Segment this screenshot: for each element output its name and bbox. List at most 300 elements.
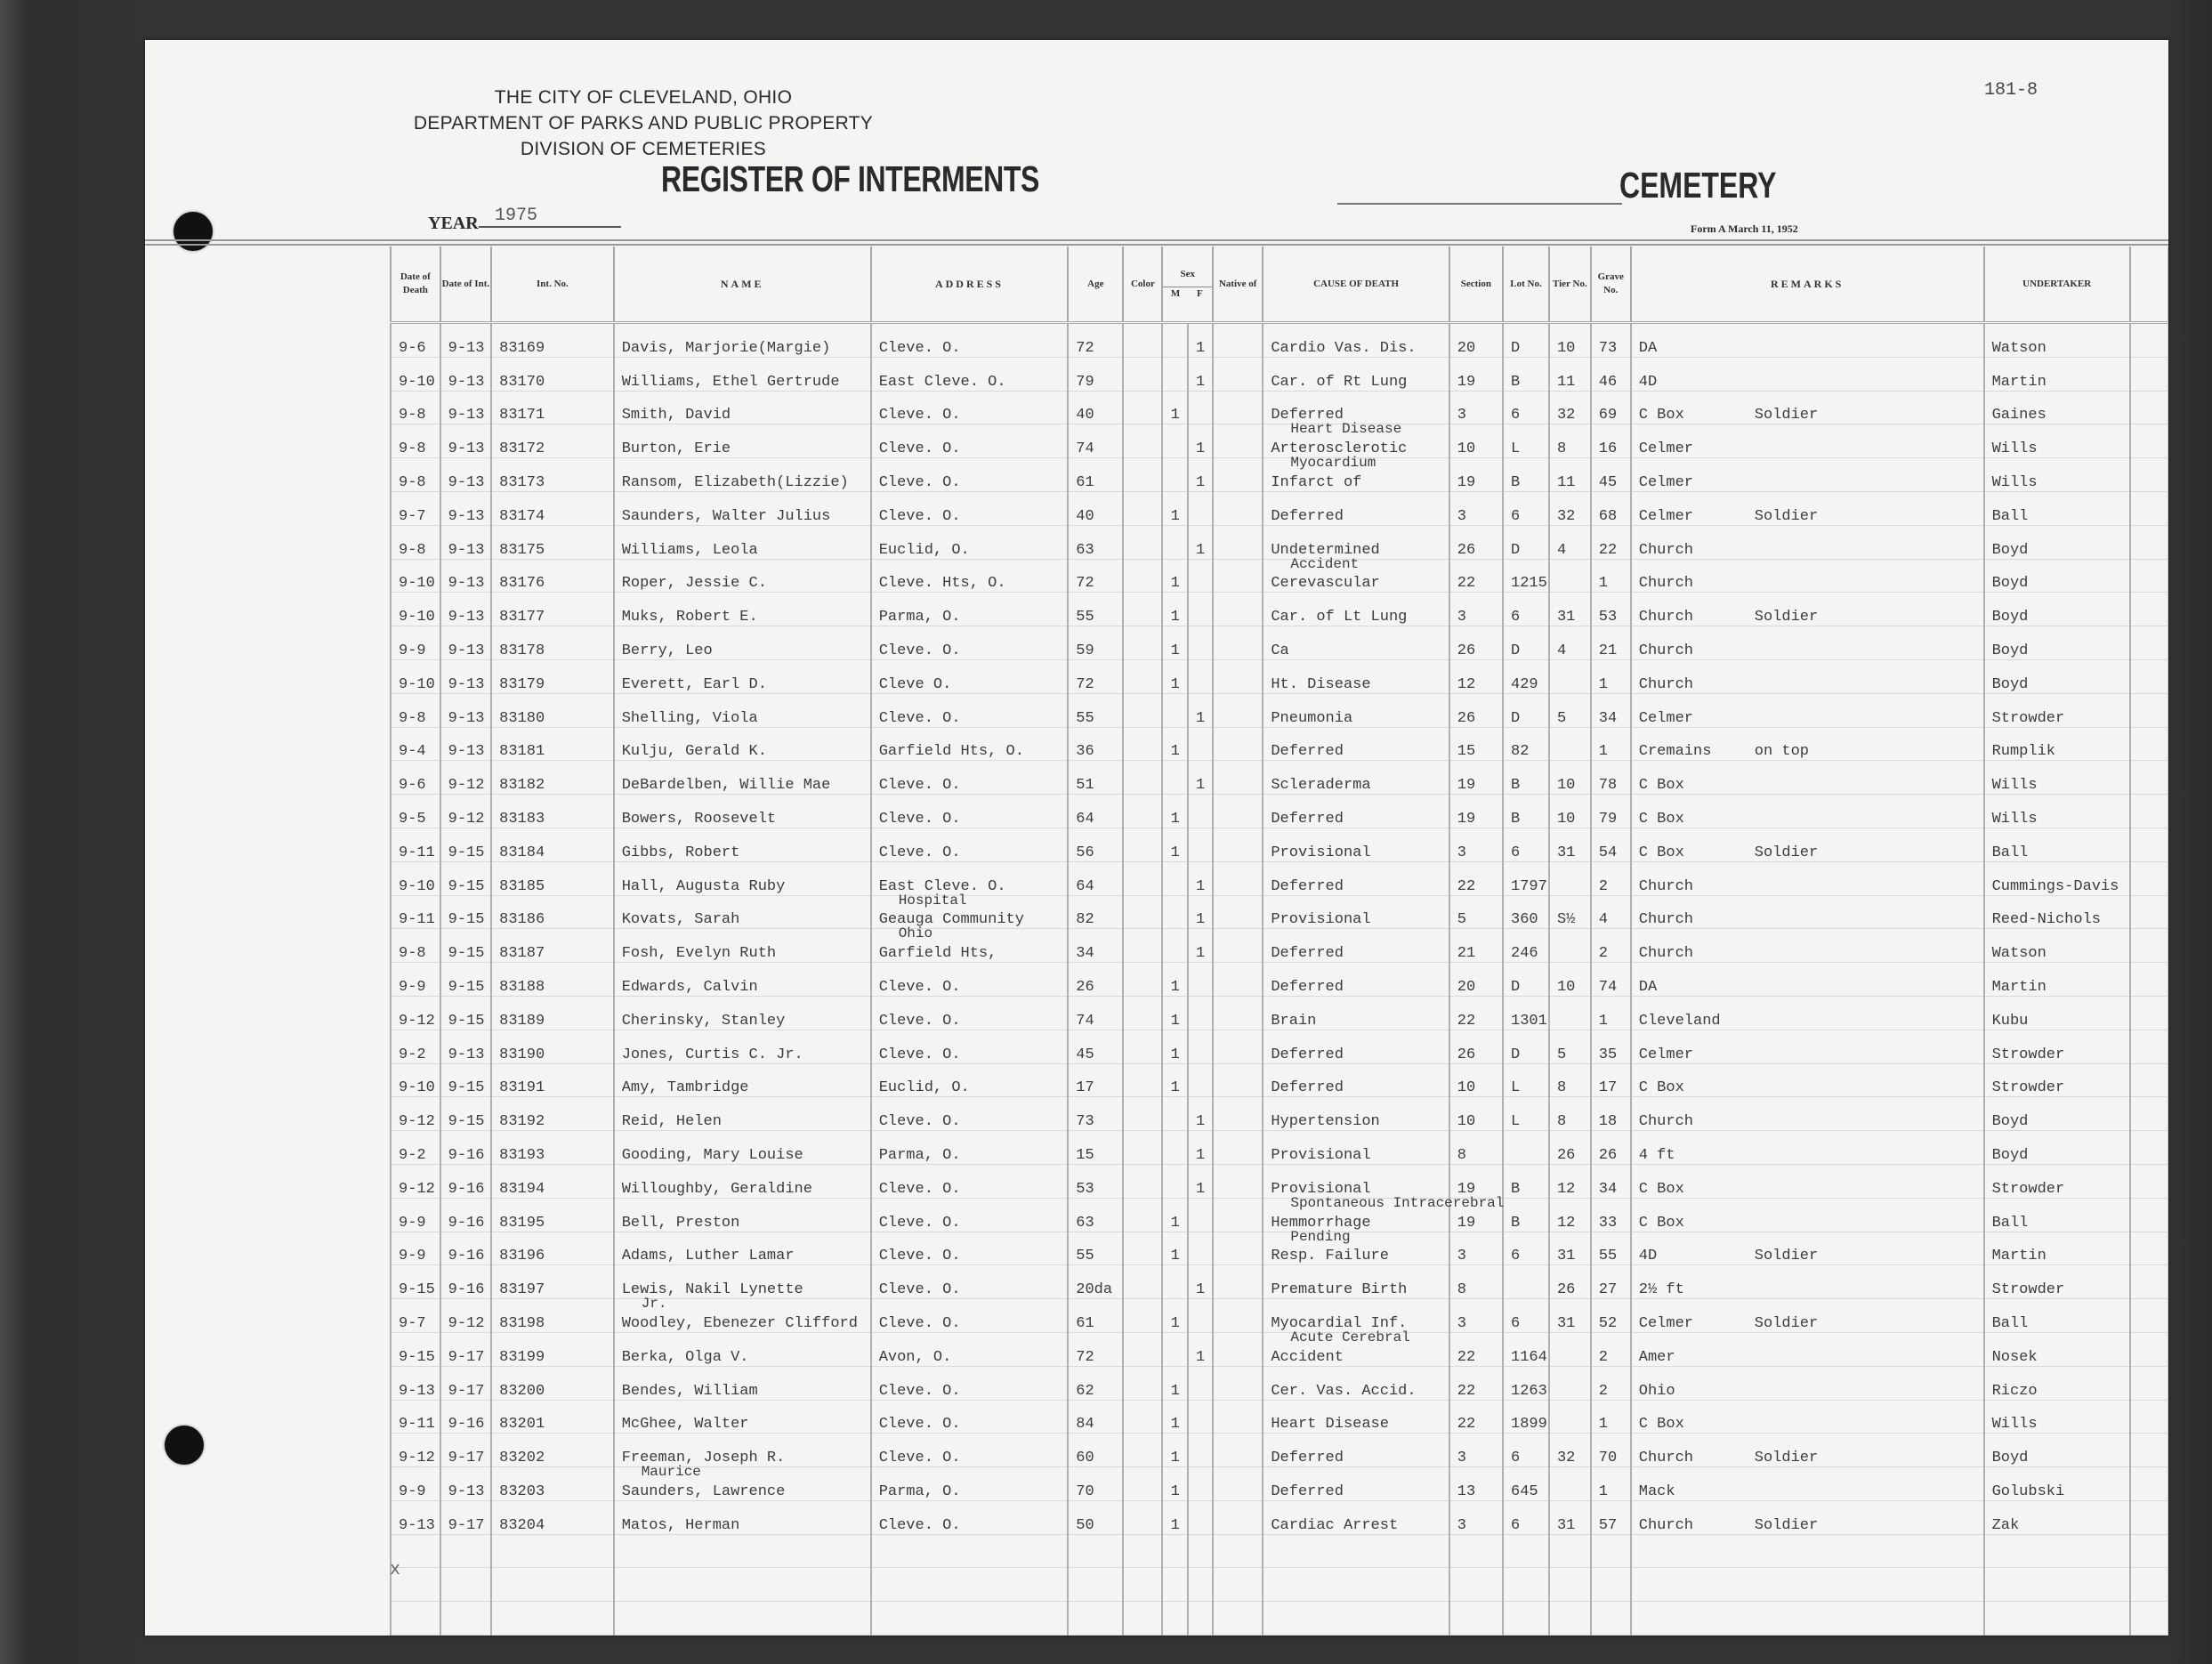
cell-tier-no bbox=[1549, 1500, 1591, 1534]
cell-date-of-int bbox=[440, 357, 492, 391]
address-value: Euclid, O. bbox=[878, 1079, 970, 1097]
cell-color bbox=[1123, 1232, 1162, 1265]
cell-undertaker bbox=[1984, 895, 2130, 929]
cell-tier-no bbox=[1549, 626, 1591, 660]
cell-grave-no bbox=[1591, 1568, 1631, 1602]
int-no-value: 83199 bbox=[499, 1348, 545, 1366]
remark-primary: 2½ ft bbox=[1638, 1281, 1684, 1299]
cell-int-no bbox=[491, 1164, 614, 1198]
section-value: 15 bbox=[1457, 743, 1476, 761]
cell-color bbox=[1123, 1366, 1162, 1400]
date-of-death-value: 9-10 bbox=[399, 877, 435, 895]
tier-no-value: 26 bbox=[1556, 1281, 1576, 1299]
int-no-value: 83179 bbox=[499, 675, 545, 693]
cause-of-death-value: Infarct of bbox=[1271, 473, 1362, 491]
name-value: Freeman, Joseph R. bbox=[621, 1450, 786, 1467]
cell-sex-f bbox=[1188, 1467, 1213, 1501]
cell-grave-no bbox=[1591, 323, 1631, 358]
organization-header bbox=[412, 85, 875, 162]
lot-no-value: B bbox=[1511, 373, 1521, 391]
undertaker-value: Strowder bbox=[1991, 1180, 2065, 1198]
section-value: 3 bbox=[1457, 507, 1466, 525]
cell-tier-no bbox=[1549, 1332, 1591, 1366]
col-tier-no: Tier No. bbox=[1549, 246, 1591, 323]
cell-sex-m bbox=[1162, 1602, 1188, 1636]
cell-cause-of-death bbox=[1263, 929, 1449, 963]
section-value: 19 bbox=[1457, 810, 1476, 828]
grave-no-value: 2 bbox=[1598, 1348, 1608, 1366]
int-no-value: 83186 bbox=[499, 911, 545, 929]
int-no-value: 83181 bbox=[499, 743, 545, 761]
int-no-value: 83204 bbox=[499, 1516, 545, 1534]
cell-sex-f bbox=[1188, 996, 1213, 1030]
cell-sex-m bbox=[1162, 659, 1188, 693]
remark-primary: Church bbox=[1638, 877, 1693, 895]
name-value: Gibbs, Robert bbox=[621, 844, 740, 861]
cell-name bbox=[614, 525, 871, 559]
cell-date-of-death bbox=[391, 1164, 440, 1198]
cause-of-death-value: Deferred bbox=[1271, 1482, 1344, 1500]
cell-tier-no bbox=[1549, 795, 1591, 828]
cell-lot-no bbox=[1503, 559, 1549, 593]
name-value: Everett, Earl D. bbox=[621, 675, 767, 693]
undertaker-value: Watson bbox=[1991, 339, 2047, 357]
cell-sex-f bbox=[1188, 1097, 1213, 1131]
cell-lot-no bbox=[1503, 795, 1549, 828]
cell-sex-m bbox=[1162, 895, 1188, 929]
cell-name bbox=[614, 424, 871, 458]
cell-age bbox=[1068, 1131, 1123, 1165]
cell-section bbox=[1449, 693, 1503, 727]
cell-tier-no bbox=[1549, 963, 1591, 997]
org-city: THE CITY OF CLEVELAND, OHIO bbox=[494, 87, 793, 108]
age-value: 72 bbox=[1076, 675, 1094, 693]
cell-age bbox=[1068, 963, 1123, 997]
cell-native-of bbox=[1213, 491, 1263, 525]
cell-color bbox=[1123, 1164, 1162, 1198]
cell-grave-no bbox=[1591, 593, 1631, 626]
age-value: 61 bbox=[1076, 473, 1094, 491]
cell-blank bbox=[2130, 761, 2168, 795]
cell-sex-f bbox=[1188, 1400, 1213, 1434]
cell-date-of-death bbox=[391, 491, 440, 525]
int-no-value: 83198 bbox=[499, 1314, 545, 1332]
address-value: Parma, O. bbox=[878, 609, 961, 626]
cell-remarks bbox=[1631, 1602, 1984, 1636]
cell-grave-no bbox=[1591, 424, 1631, 458]
cell-native-of bbox=[1213, 1063, 1263, 1097]
cell-color bbox=[1123, 727, 1162, 761]
date-of-death-value: 9-9 bbox=[399, 1214, 426, 1232]
cell-age bbox=[1068, 861, 1123, 895]
cell-blank bbox=[2130, 1400, 2168, 1434]
date-of-death-value: 9-12 bbox=[399, 1012, 435, 1030]
remark-secondary: Soldier bbox=[1754, 1516, 1819, 1534]
cell-date-of-death bbox=[391, 1299, 440, 1333]
table-row bbox=[391, 996, 2168, 1030]
cell-tier-no bbox=[1549, 1299, 1591, 1333]
cell-address bbox=[871, 659, 1069, 693]
cell-lot-no bbox=[1503, 996, 1549, 1030]
date-of-death-value: 9-12 bbox=[399, 1450, 435, 1467]
cell-remarks bbox=[1631, 828, 1984, 861]
table-row bbox=[391, 1400, 2168, 1434]
table-row bbox=[391, 424, 2168, 458]
cell-native-of bbox=[1213, 626, 1263, 660]
sex-m-value: 1 bbox=[1170, 1516, 1180, 1534]
cell-lot-no bbox=[1503, 1097, 1549, 1131]
grave-no-value: 2 bbox=[1598, 945, 1608, 963]
cell-sex-m bbox=[1162, 626, 1188, 660]
cell-date-of-int bbox=[440, 828, 492, 861]
cell-name bbox=[614, 963, 871, 997]
cell-color bbox=[1123, 929, 1162, 963]
cell-grave-no bbox=[1591, 727, 1631, 761]
table-row bbox=[391, 391, 2168, 424]
grave-no-value: 53 bbox=[1598, 609, 1618, 626]
date-of-death-value: 9-8 bbox=[399, 473, 426, 491]
cell-date-of-death bbox=[391, 1030, 440, 1063]
remark-secondary: Soldier bbox=[1754, 407, 1819, 424]
cell-grave-no bbox=[1591, 1299, 1631, 1333]
age-value: 73 bbox=[1076, 1113, 1094, 1131]
tier-no-value: 10 bbox=[1556, 339, 1576, 357]
int-no-value: 83184 bbox=[499, 844, 545, 861]
cell-grave-no bbox=[1591, 1198, 1631, 1232]
date-of-int-value: 9-17 bbox=[448, 1516, 485, 1534]
cause-of-death-annotation: Myocardium bbox=[1290, 455, 1376, 472]
cell-sex-m bbox=[1162, 491, 1188, 525]
cell-address bbox=[871, 1400, 1069, 1434]
name-value: Williams, Ethel Gertrude bbox=[621, 373, 840, 391]
lot-no-value: D bbox=[1511, 978, 1521, 996]
undertaker-value: Strowder bbox=[1991, 1046, 2065, 1063]
cell-blank bbox=[2130, 323, 2168, 358]
col-grave-no: Grave No. bbox=[1591, 246, 1631, 323]
cell-tier-no bbox=[1549, 1030, 1591, 1063]
age-value: 59 bbox=[1076, 642, 1094, 659]
date-of-death-value: 9-8 bbox=[399, 407, 426, 424]
undertaker-value: Strowder bbox=[1991, 709, 2065, 727]
cell-grave-no bbox=[1591, 1097, 1631, 1131]
age-value: 84 bbox=[1076, 1416, 1094, 1434]
interments-table bbox=[390, 246, 2168, 1636]
cell-lot-no bbox=[1503, 424, 1549, 458]
form-label: Form A March 11, 1952 bbox=[1691, 222, 1798, 235]
int-no-value: 83177 bbox=[499, 609, 545, 626]
cell-grave-no bbox=[1591, 1030, 1631, 1063]
cell-tier-no bbox=[1549, 1265, 1591, 1299]
undertaker-value: Wills bbox=[1991, 473, 2038, 491]
cell-blank bbox=[2130, 1534, 2168, 1568]
cell-blank bbox=[2130, 727, 2168, 761]
cell-age bbox=[1068, 761, 1123, 795]
cell-grave-no bbox=[1591, 795, 1631, 828]
name-value: Kovats, Sarah bbox=[621, 911, 740, 929]
cell-native-of bbox=[1213, 1500, 1263, 1534]
date-of-death-value: 9-11 bbox=[399, 1416, 435, 1434]
cell-blank bbox=[2130, 525, 2168, 559]
cause-of-death-value: Cerevascular bbox=[1271, 575, 1380, 593]
cause-of-death-value: Cardiac Arrest bbox=[1271, 1516, 1399, 1534]
cell-int-no bbox=[491, 626, 614, 660]
tier-no-value: 31 bbox=[1556, 1248, 1576, 1265]
cell-lot-no bbox=[1503, 828, 1549, 861]
cell-undertaker bbox=[1984, 761, 2130, 795]
lot-no-value: 6 bbox=[1511, 507, 1521, 525]
name-value: Saunders, Walter Julius bbox=[621, 507, 831, 525]
date-of-int-value: 9-15 bbox=[448, 877, 485, 895]
sex-m-value: 1 bbox=[1170, 675, 1180, 693]
grave-no-value: 70 bbox=[1598, 1450, 1618, 1467]
cell-section bbox=[1449, 1534, 1503, 1568]
cell-int-no bbox=[491, 659, 614, 693]
age-value: 79 bbox=[1076, 373, 1094, 391]
cell-sex-f bbox=[1188, 1265, 1213, 1299]
cell-blank bbox=[2130, 1434, 2168, 1467]
remark-primary: Cremains bbox=[1638, 743, 1712, 761]
cell-sex-m bbox=[1162, 424, 1188, 458]
int-no-value: 83176 bbox=[499, 575, 545, 593]
sex-m-value: 1 bbox=[1170, 1382, 1180, 1400]
cell-date-of-death bbox=[391, 1366, 440, 1400]
remark-primary: C Box bbox=[1638, 407, 1684, 424]
date-of-death-value: 9-13 bbox=[399, 1382, 435, 1400]
tier-no-value: 11 bbox=[1556, 473, 1576, 491]
date-of-int-value: 9-13 bbox=[448, 1046, 485, 1063]
col-date-of-death: Date of Death bbox=[391, 246, 440, 323]
cell-date-of-death bbox=[391, 1467, 440, 1501]
cell-lot-no bbox=[1503, 1198, 1549, 1232]
cell-remarks bbox=[1631, 1265, 1984, 1299]
cell-blank bbox=[2130, 929, 2168, 963]
cell-cause-of-death bbox=[1263, 491, 1449, 525]
remark-primary: Celmer bbox=[1638, 440, 1693, 458]
cell-lot-no bbox=[1503, 895, 1549, 929]
cell-blank bbox=[2130, 996, 2168, 1030]
section-value: 3 bbox=[1457, 1516, 1466, 1534]
date-of-death-value: 9-9 bbox=[399, 642, 426, 659]
lot-no-value: D bbox=[1511, 709, 1521, 727]
cell-name bbox=[614, 1602, 871, 1636]
undertaker-value: Kubu bbox=[1991, 1012, 2029, 1030]
cell-grave-no bbox=[1591, 1500, 1631, 1534]
cell-color bbox=[1123, 1097, 1162, 1131]
date-of-int-value: 9-15 bbox=[448, 978, 485, 996]
cell-address bbox=[871, 391, 1069, 424]
int-no-value: 83174 bbox=[499, 507, 545, 525]
cell-cause-of-death bbox=[1263, 1228, 1449, 1265]
cell-int-no bbox=[491, 1500, 614, 1534]
int-no-value: 83192 bbox=[499, 1113, 545, 1131]
cell-name bbox=[614, 357, 871, 391]
table-row bbox=[391, 593, 2168, 626]
date-of-int-value: 9-13 bbox=[448, 609, 485, 626]
table-row bbox=[391, 693, 2168, 727]
remark-primary: Celmer bbox=[1638, 473, 1693, 491]
cell-native-of bbox=[1213, 895, 1263, 929]
sex-m-value: 1 bbox=[1170, 642, 1180, 659]
lot-no-value: 1164 bbox=[1511, 1348, 1547, 1366]
date-of-int-value: 9-13 bbox=[448, 709, 485, 727]
cell-date-of-int bbox=[440, 727, 492, 761]
cell-address bbox=[871, 458, 1069, 492]
cell-grave-no bbox=[1591, 861, 1631, 895]
name-value: Adams, Luther Lamar bbox=[621, 1248, 795, 1265]
cell-tier-no bbox=[1549, 1198, 1591, 1232]
undertaker-value: Reed-Nichols bbox=[1991, 911, 2101, 929]
cell-age bbox=[1068, 1434, 1123, 1467]
name-value: Edwards, Calvin bbox=[621, 978, 758, 996]
table-row bbox=[391, 1063, 2168, 1097]
cell-native-of bbox=[1213, 458, 1263, 492]
year-label: YEAR bbox=[428, 214, 479, 233]
cell-remarks bbox=[1631, 1097, 1984, 1131]
cell-native-of bbox=[1213, 1467, 1263, 1501]
cell-remarks bbox=[1631, 1131, 1984, 1165]
date-of-int-value: 9-12 bbox=[448, 810, 485, 828]
cell-blank bbox=[2130, 1164, 2168, 1198]
cell-name bbox=[614, 1400, 871, 1434]
cell-remarks bbox=[1631, 491, 1984, 525]
grave-no-value: 34 bbox=[1598, 709, 1618, 727]
cell-date-of-int bbox=[440, 1400, 492, 1434]
cell-age bbox=[1068, 1467, 1123, 1501]
cell-grave-no bbox=[1591, 659, 1631, 693]
cell-undertaker bbox=[1984, 323, 2130, 358]
cell-date-of-death bbox=[391, 1198, 440, 1232]
cell-int-no bbox=[491, 559, 614, 593]
cell-sex-m bbox=[1162, 1467, 1188, 1501]
age-value: 72 bbox=[1076, 339, 1094, 357]
section-value: 3 bbox=[1457, 1248, 1466, 1265]
name-value: Matos, Herman bbox=[621, 1516, 740, 1534]
cell-blank bbox=[2130, 1097, 2168, 1131]
cell-date-of-death bbox=[391, 1332, 440, 1366]
cell-color bbox=[1123, 996, 1162, 1030]
cell-sex-f bbox=[1188, 795, 1213, 828]
lot-no-value: B bbox=[1511, 1180, 1521, 1198]
age-value: 55 bbox=[1076, 1248, 1094, 1265]
remark-primary: C Box bbox=[1638, 810, 1684, 828]
grave-no-value: 73 bbox=[1598, 339, 1618, 357]
cell-date-of-death bbox=[391, 593, 440, 626]
cell-section bbox=[1449, 626, 1503, 660]
grave-no-value: 2 bbox=[1598, 877, 1608, 895]
cell-blank bbox=[2130, 1332, 2168, 1366]
cell-blank bbox=[2130, 458, 2168, 492]
date-of-int-value: 9-13 bbox=[448, 642, 485, 659]
cell-tier-no bbox=[1549, 1097, 1591, 1131]
date-of-int-value: 9-16 bbox=[448, 1214, 485, 1232]
remark-primary: Ohio bbox=[1638, 1382, 1675, 1400]
cell-age bbox=[1068, 593, 1123, 626]
age-value: 63 bbox=[1076, 1214, 1094, 1232]
cell-lot-no bbox=[1503, 929, 1549, 963]
cell-tier-no bbox=[1549, 458, 1591, 492]
age-value: 61 bbox=[1076, 1314, 1094, 1332]
cell-native-of bbox=[1213, 559, 1263, 593]
cell-tier-no bbox=[1549, 1164, 1591, 1198]
cell-int-no bbox=[491, 1332, 614, 1366]
lot-no-value: 1797 bbox=[1511, 877, 1547, 895]
grave-no-value: 27 bbox=[1598, 1281, 1618, 1299]
cell-grave-no bbox=[1591, 996, 1631, 1030]
cell-native-of bbox=[1213, 1299, 1263, 1333]
remark-primary: Church bbox=[1638, 642, 1693, 659]
cell-name bbox=[614, 1296, 871, 1333]
cell-address bbox=[871, 892, 1069, 929]
section-value: 26 bbox=[1457, 642, 1476, 659]
cell-blank bbox=[2130, 424, 2168, 458]
cell-cause-of-death bbox=[1263, 1097, 1449, 1131]
sex-f-value: 1 bbox=[1196, 339, 1206, 357]
cell-int-no bbox=[491, 1568, 614, 1602]
cell-remarks bbox=[1631, 1164, 1984, 1198]
table-row bbox=[391, 458, 2168, 492]
cell-blank bbox=[2130, 1131, 2168, 1165]
cell-tier-no bbox=[1549, 828, 1591, 861]
remark-primary: C Box bbox=[1638, 1180, 1684, 1198]
section-value: 12 bbox=[1457, 675, 1476, 693]
cell-name bbox=[614, 1131, 871, 1165]
age-value: 55 bbox=[1076, 609, 1094, 626]
cell-lot-no bbox=[1503, 1030, 1549, 1063]
remark-primary: Amer bbox=[1638, 1348, 1675, 1366]
cell-address bbox=[871, 1097, 1069, 1131]
section-value: 13 bbox=[1457, 1482, 1476, 1500]
cause-of-death-value: Arterosclerotic bbox=[1271, 440, 1408, 458]
section-value: 3 bbox=[1457, 1450, 1466, 1467]
col-cause-of-death: CAUSE OF DEATH bbox=[1263, 246, 1449, 323]
section-value: 19 bbox=[1457, 777, 1476, 795]
cell-date-of-int bbox=[440, 659, 492, 693]
cell-tier-no bbox=[1549, 525, 1591, 559]
cell-sex-f bbox=[1188, 1332, 1213, 1366]
cell-date-of-death bbox=[391, 1434, 440, 1467]
cell-date-of-death bbox=[391, 895, 440, 929]
cell-age bbox=[1068, 1299, 1123, 1333]
cell-remarks bbox=[1631, 1063, 1984, 1097]
date-of-death-value: 9-6 bbox=[399, 339, 426, 357]
grave-no-value: 79 bbox=[1598, 810, 1618, 828]
cell-section bbox=[1449, 963, 1503, 997]
remark-primary: Church bbox=[1638, 609, 1693, 626]
address-value: Geauga Community bbox=[878, 911, 1024, 929]
punch-hole-bottom bbox=[165, 1426, 204, 1465]
cell-blank bbox=[2130, 795, 2168, 828]
name-value: DeBardelben, Willie Mae bbox=[621, 777, 831, 795]
cell-sex-m bbox=[1162, 1500, 1188, 1534]
age-value: 74 bbox=[1076, 1012, 1094, 1030]
cell-cause-of-death bbox=[1263, 659, 1449, 693]
cause-of-death-value: Deferred bbox=[1271, 1450, 1344, 1467]
cell-name bbox=[614, 828, 871, 861]
cell-int-no bbox=[491, 1299, 614, 1333]
address-value: Cleve. O. bbox=[878, 1214, 961, 1232]
cell-section bbox=[1449, 1366, 1503, 1400]
cell-undertaker bbox=[1984, 929, 2130, 963]
col-sex-label: Sex bbox=[1180, 268, 1195, 279]
cause-of-death-value: Ht. Disease bbox=[1271, 675, 1371, 693]
remark-secondary: on top bbox=[1754, 743, 1809, 761]
cell-age bbox=[1068, 828, 1123, 861]
cell-sex-m bbox=[1162, 525, 1188, 559]
tier-no-value: 31 bbox=[1556, 844, 1576, 861]
address-value: Euclid, O. bbox=[878, 541, 970, 559]
section-value: 22 bbox=[1457, 1348, 1476, 1366]
cell-tier-no bbox=[1549, 559, 1591, 593]
